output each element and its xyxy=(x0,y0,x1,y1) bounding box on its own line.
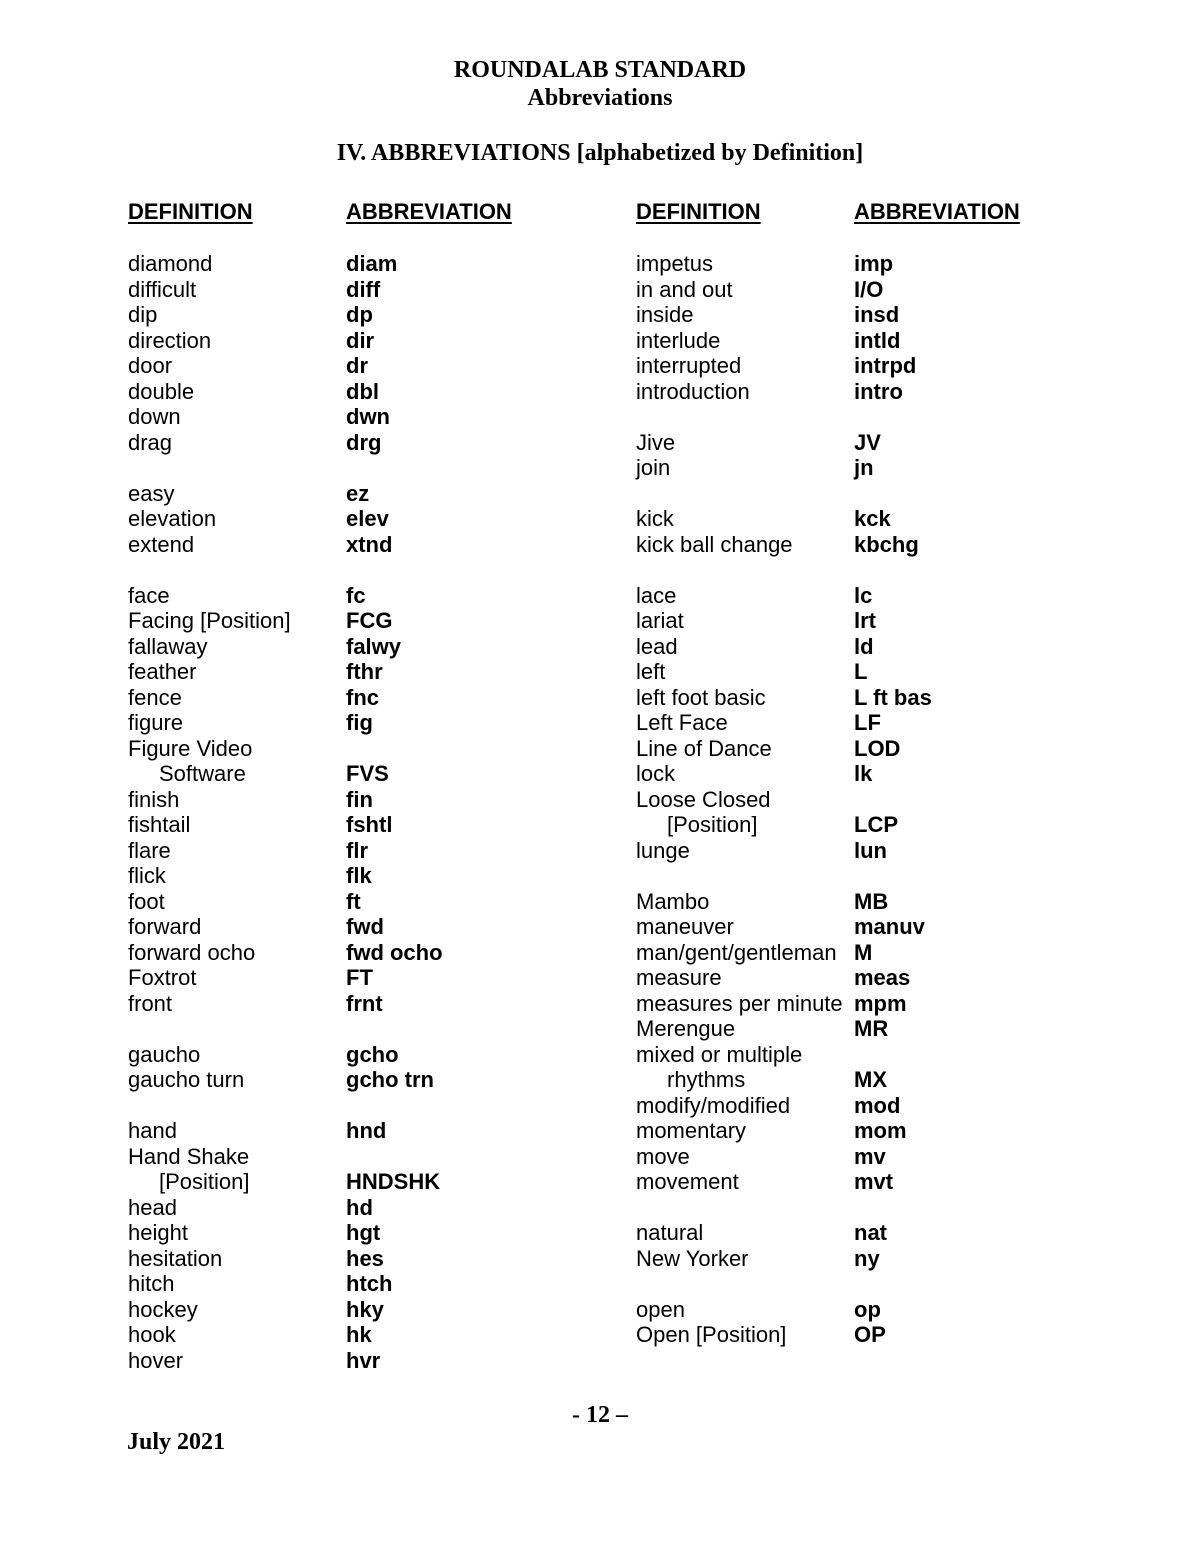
abbreviation-cell: OP xyxy=(854,1322,886,1347)
abbreviation-cell: fthr xyxy=(346,659,383,684)
abbreviation-cell: falwy xyxy=(346,633,402,659)
definition-cell: Hand Shake xyxy=(128,1143,250,1169)
definition-cell: Merengue xyxy=(636,1016,736,1041)
definition-cell: direction xyxy=(128,327,212,353)
definition-cell: height xyxy=(128,1220,188,1245)
abbreviation-cell: MB xyxy=(854,888,889,914)
abbreviation-cell: nat xyxy=(854,1220,887,1245)
abbreviation-cell: lc xyxy=(854,582,873,608)
definition-cell: lariat xyxy=(636,608,684,633)
abbreviation-cell: fin xyxy=(346,786,373,812)
definition-cell: elevation xyxy=(128,506,217,531)
abbreviation-cell: htch xyxy=(346,1271,393,1296)
definition-cell: fence xyxy=(128,684,182,710)
definition-cell: finish xyxy=(128,786,180,812)
abbreviation-cell: FT xyxy=(346,965,373,990)
definition-cell: Line of Dance xyxy=(636,735,772,761)
abbreviation-cell: LOD xyxy=(854,735,901,761)
abbreviation-cell: dwn xyxy=(346,404,390,429)
definition-cell: join xyxy=(636,455,671,480)
definition-cell: flick xyxy=(128,863,166,888)
page-number: - 12 – xyxy=(572,1402,628,1428)
definition-cell: drag xyxy=(128,429,173,455)
definition-cell: easy xyxy=(128,480,175,506)
abbreviation-cell: dbl xyxy=(346,378,379,404)
definition-cell: inside xyxy=(636,302,694,327)
definition-cell: figure xyxy=(128,710,184,735)
spacer xyxy=(346,455,443,481)
abbreviation-cell: dir xyxy=(346,327,375,353)
definition-cell: diamond xyxy=(128,251,213,276)
definition-cell: hesitation xyxy=(128,1245,223,1271)
abbreviation-cell: hky xyxy=(346,1296,384,1322)
definition-cell: rhythms xyxy=(667,1067,746,1092)
abbreviation-cell: mv xyxy=(854,1143,886,1169)
abbreviation-cell xyxy=(854,787,932,813)
abbreviation-cell: lk xyxy=(854,761,873,786)
spacer xyxy=(854,863,932,889)
spacer xyxy=(346,1016,443,1042)
abbreviation-cell: mvt xyxy=(854,1169,894,1194)
left-definition-column xyxy=(128,251,291,1373)
definition-cell: lead xyxy=(636,633,678,659)
abbreviation-cell: I/O xyxy=(854,276,884,302)
right-definition-column xyxy=(636,251,843,1348)
definition-cell: flare xyxy=(128,837,171,863)
abbreviation-cell: L xyxy=(854,659,868,684)
abbreviation-cell: dp xyxy=(346,302,373,327)
spacer xyxy=(346,1093,443,1119)
definition-cell: gaucho xyxy=(128,1041,201,1067)
definition-cell: down xyxy=(128,404,181,429)
abbreviation-cell: gcho xyxy=(346,1041,399,1067)
abbreviation-cell: xtnd xyxy=(346,531,393,557)
left-abbreviation-header: ABBREVIATION xyxy=(346,199,512,224)
definition-cell: kick ball change xyxy=(636,531,793,557)
definition-cell: fallaway xyxy=(128,633,208,659)
abbreviation-cell: kck xyxy=(854,506,891,531)
definition-cell: Foxtrot xyxy=(128,965,197,990)
definition-cell: Left Face xyxy=(636,710,728,735)
spacer xyxy=(128,455,291,481)
abbreviation-cell: HNDSHK xyxy=(346,1169,441,1194)
abbreviation-cell: frnt xyxy=(346,990,383,1016)
abbreviation-cell: intrpd xyxy=(854,353,917,378)
abbreviation-cell xyxy=(346,1144,443,1170)
abbreviation-cell: LCP xyxy=(854,812,898,837)
abbreviation-cell: hd xyxy=(346,1194,373,1220)
spacer xyxy=(854,1271,932,1297)
definition-cell: Mambo xyxy=(636,888,710,914)
abbreviation-cell: fnc xyxy=(346,684,379,710)
abbreviation-cell: hes xyxy=(346,1245,384,1271)
definition-cell: lock xyxy=(636,761,676,786)
abbreviation-cell: intld xyxy=(854,327,901,353)
document-title: ROUNDALAB STANDARD xyxy=(453,57,747,83)
abbreviation-cell: mod xyxy=(854,1092,901,1118)
definition-cell: hockey xyxy=(128,1296,198,1322)
definition-cell: gaucho turn xyxy=(128,1067,245,1092)
abbreviation-cell xyxy=(854,1042,932,1068)
abbreviation-cell: imp xyxy=(854,251,894,276)
definition-cell: extend xyxy=(128,531,195,557)
spacer xyxy=(636,481,843,507)
abbreviation-cell: FCG xyxy=(346,608,393,633)
abbreviation-cell: dr xyxy=(346,353,368,378)
definition-cell: kick xyxy=(636,506,674,531)
definition-cell: Software xyxy=(159,761,246,786)
definition-cell: left foot basic xyxy=(636,684,766,710)
right-abbreviation-column xyxy=(854,251,932,1348)
abbreviation-cell: ez xyxy=(346,480,370,506)
definition-cell: in and out xyxy=(636,276,733,302)
spacer xyxy=(128,1016,291,1042)
definition-cell: hover xyxy=(128,1347,184,1373)
document-subtitle: Abbreviations xyxy=(527,85,673,111)
spacer xyxy=(854,404,932,430)
definition-cell: foot xyxy=(128,888,165,914)
abbreviation-cell: mpm xyxy=(854,990,907,1016)
spacer xyxy=(636,1271,843,1297)
definition-cell: hook xyxy=(128,1322,176,1347)
abbreviation-cell: manuv xyxy=(854,914,925,939)
definition-cell: double xyxy=(128,378,195,404)
spacer xyxy=(346,557,443,583)
abbreviation-cell: ld xyxy=(854,633,874,659)
definition-cell: lace xyxy=(636,582,677,608)
abbreviation-cell: lun xyxy=(854,837,887,863)
definition-cell: dip xyxy=(128,302,158,327)
abbreviation-cell: diam xyxy=(346,251,398,276)
definition-cell: Facing [Position] xyxy=(128,608,291,633)
abbreviation-cell: ft xyxy=(346,888,361,914)
definition-cell: impetus xyxy=(636,251,714,276)
definition-cell: Figure Video xyxy=(128,735,253,761)
abbreviation-cell xyxy=(346,736,443,762)
definition-cell: momentary xyxy=(636,1118,747,1143)
abbreviation-cell: LF xyxy=(854,710,881,735)
abbreviation-cell: fig xyxy=(346,710,373,735)
definition-cell: move xyxy=(636,1143,690,1169)
abbreviation-cell: gcho trn xyxy=(346,1067,434,1092)
abbreviation-cell: lrt xyxy=(854,608,876,633)
definition-cell: Open [Position] xyxy=(636,1322,787,1347)
definition-cell: difficult xyxy=(128,276,197,302)
definition-cell: measures per minute xyxy=(636,990,843,1016)
abbreviation-cell: ny xyxy=(854,1245,880,1271)
abbreviation-cell: L ft bas xyxy=(854,684,932,710)
spacer xyxy=(636,863,843,889)
spacer xyxy=(854,1195,932,1221)
definition-cell: [Position] xyxy=(667,812,758,837)
document-header xyxy=(0,56,1200,112)
abbreviation-cell: fwd ocho xyxy=(346,939,443,965)
left-definition-header: DEFINITION xyxy=(128,199,253,224)
definition-cell: mixed or multiple xyxy=(636,1041,803,1067)
abbreviation-cell: M xyxy=(854,939,873,965)
definition-cell: Loose Closed xyxy=(636,786,771,812)
abbreviation-cell: kbchg xyxy=(854,531,919,557)
abbreviation-cell: insd xyxy=(854,302,900,327)
abbreviation-cell: fwd xyxy=(346,914,384,939)
spacer xyxy=(854,557,932,583)
definition-cell: feather xyxy=(128,659,197,684)
abbreviation-cell: FVS xyxy=(346,761,389,786)
abbreviation-cell: elev xyxy=(346,506,389,531)
abbreviation-cell: JV xyxy=(854,429,881,455)
definition-cell: interlude xyxy=(636,327,721,353)
definition-cell: face xyxy=(128,582,170,608)
spacer xyxy=(854,481,932,507)
definition-cell: Jive xyxy=(636,429,676,455)
definition-cell: lunge xyxy=(636,837,690,863)
definition-cell: door xyxy=(128,353,173,378)
abbreviation-cell: diff xyxy=(346,276,381,302)
abbreviation-cell: mom xyxy=(854,1118,907,1143)
abbreviation-cell: hgt xyxy=(346,1220,381,1245)
definition-cell: hitch xyxy=(128,1271,175,1296)
definition-cell: left xyxy=(636,659,666,684)
definition-cell: maneuver xyxy=(636,914,734,939)
definition-cell: movement xyxy=(636,1169,739,1194)
abbreviation-cell: MR xyxy=(854,1016,889,1041)
section-title: IV. ABBREVIATIONS [alphabetized by Definition] xyxy=(336,140,864,166)
abbreviation-cell: jn xyxy=(854,455,874,480)
definition-cell: fishtail xyxy=(128,812,191,837)
spacer xyxy=(636,404,843,430)
left-abbreviation-column xyxy=(346,251,443,1373)
definition-cell: forward xyxy=(128,914,202,939)
footer-date: July 2021 xyxy=(127,1429,226,1455)
definition-cell: forward ocho xyxy=(128,939,256,965)
abbreviation-cell: meas xyxy=(854,965,911,990)
spacer xyxy=(128,1093,291,1119)
spacer xyxy=(128,557,291,583)
definition-cell: introduction xyxy=(636,378,750,404)
definition-cell: open xyxy=(636,1296,685,1322)
definition-cell: measure xyxy=(636,965,722,990)
abbreviation-cell: hnd xyxy=(346,1118,387,1143)
definition-cell: natural xyxy=(636,1220,704,1245)
abbreviation-cell: MX xyxy=(854,1067,887,1092)
definition-cell: man/gent/gentleman xyxy=(636,939,837,965)
abbreviation-cell: hvr xyxy=(346,1347,381,1373)
definition-cell: [Position] xyxy=(159,1169,250,1194)
definition-cell: modify/modified xyxy=(636,1092,791,1118)
abbreviation-cell: intro xyxy=(854,378,903,404)
definition-cell: New Yorker xyxy=(636,1245,749,1271)
spacer xyxy=(636,1195,843,1221)
abbreviation-cell: flr xyxy=(346,837,368,863)
abbreviation-cell: flk xyxy=(346,863,372,888)
abbreviation-cell: drg xyxy=(346,429,382,455)
abbreviation-cell: fc xyxy=(346,582,366,608)
definition-cell: head xyxy=(128,1194,177,1220)
definition-cell: front xyxy=(128,990,173,1016)
right-abbreviation-header: ABBREVIATION xyxy=(854,199,1020,224)
abbreviation-cell: op xyxy=(854,1296,881,1322)
right-definition-header: DEFINITION xyxy=(636,199,761,224)
spacer xyxy=(636,557,843,583)
abbreviation-cell: hk xyxy=(346,1322,372,1347)
definition-cell: hand xyxy=(128,1118,177,1143)
definition-cell: interrupted xyxy=(636,353,742,378)
abbreviation-cell: fshtl xyxy=(346,812,393,837)
